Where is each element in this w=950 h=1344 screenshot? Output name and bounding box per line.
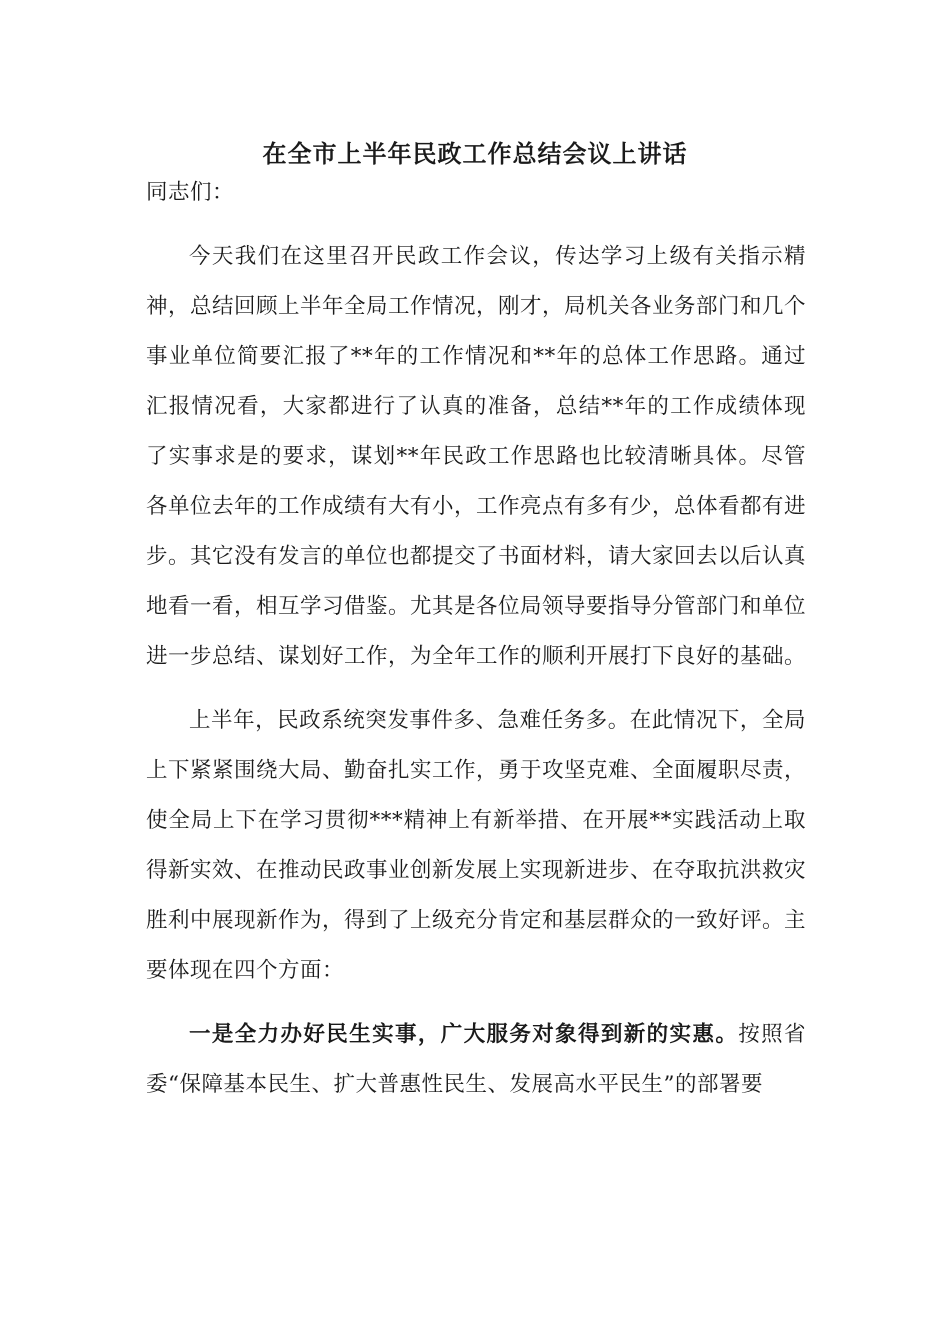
paragraph-3 bbox=[146, 1010, 806, 1110]
paragraph-3-text: 按照省委“保障基本民生、扩大普惠性民生、发展高水平民生”的部署要 bbox=[146, 1022, 806, 1097]
paragraph-3-lead: 一是全力办好民生实事，广大服务对象得到新的实惠。 bbox=[189, 1022, 739, 1047]
document-title: 在全市上半年民政工作总结会议上讲话 bbox=[262, 139, 688, 168]
paragraph-1-text: 今天我们在这里召开民政工作会议，传达学习上级有关指示精神，总结回顾上半年全局工作情况，刚才，局机关各业务部门和几个事业单位简要汇报了**年的工作情况和**年的总体工作思路。通过汇报情况看，大家都进行了认真的准备，总结**年的工作成绩体现了实事求是的要求，谋划**年民政工作思路也比较清晰具体。尽管各单位去年的工作成绩有大有小，工作亮点有多有少，总体看都有进步。其它没有发言的单位也都提交了书面材料，请大家回去以后认真地看一看，相互学习借鉴。尤其是各位局领导要指导分管部门和单位进一步总结、谋划好工作，为全年工作的顺利开展打下良好的基础。 bbox=[146, 244, 807, 669]
paragraph-2 bbox=[146, 696, 806, 996]
salutation: 同志们： bbox=[146, 180, 235, 205]
document-body bbox=[146, 168, 806, 1124]
paragraph-2-text: 上半年，民政系统突发事件多、急难任务多。在此情况下，全局上下紧紧围绕大局、勤奋扎实工作，勇于攻坚克难、全面履职尽责，使全局上下在学习贯彻***精神上有新举措、在开展**实践活动上取得新实效、在推动民政事业创新发展上实现新进步、在夺取抗洪救灾胜利中展现新作为，得到了上级充分肯定和基层群众的一致好评。主要体现在四个方面： bbox=[146, 708, 807, 983]
paragraph-1 bbox=[146, 232, 806, 682]
